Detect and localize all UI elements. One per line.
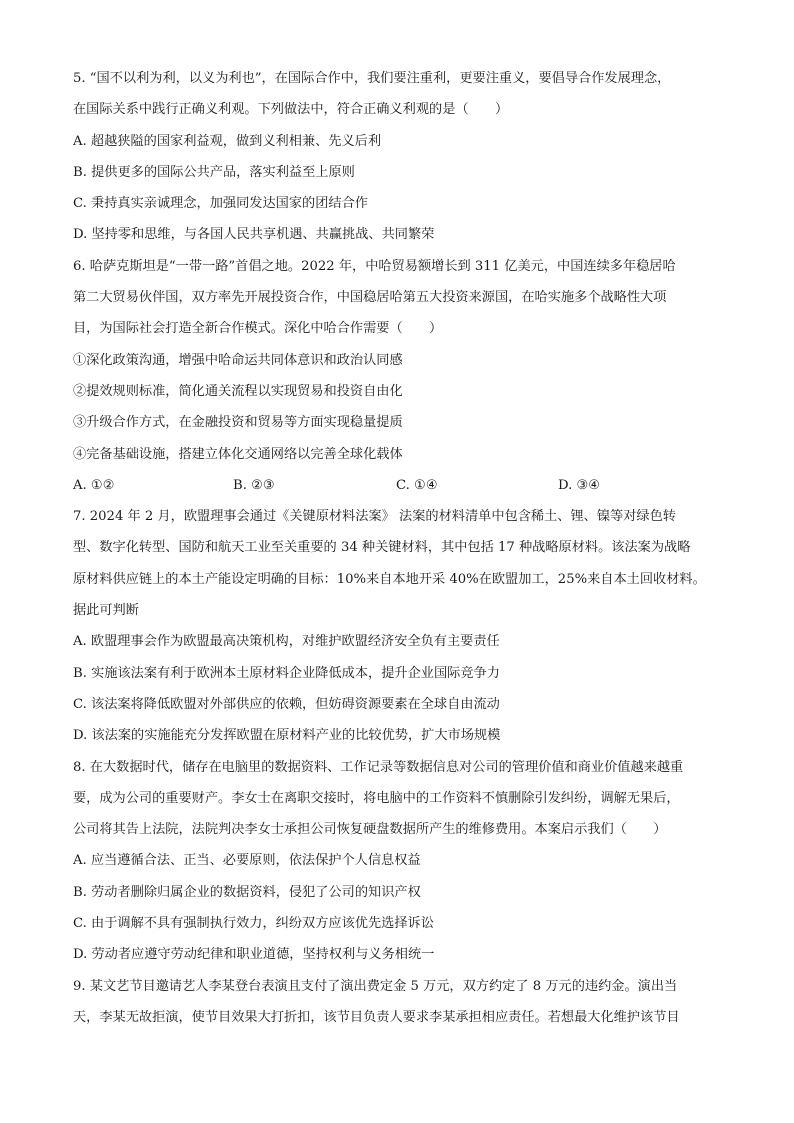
question-9 [73, 971, 728, 1034]
question-7-stem-line-4: 据此可判断 [73, 603, 139, 619]
exam-page [73, 63, 728, 1033]
question-8-option-a: A. 应当遵循合法、正当、必要原则，依法保护个人信息权益 [73, 853, 421, 869]
question-6-stem-line-2: 第二大贸易伙伴国，双方率先开展投资合作，中国稳居哈第五大投资来源国，在哈实施多个战略性大项 [73, 290, 667, 306]
question-9-stem-line-2: 天，李某无故拒演，使节目效果大打折扣，该节目负责人要求李某承担相应责任。若想最大化维护该节目 [73, 1009, 680, 1025]
question-5-option-b: B. 提供更多的国际公共产品，落实利益至上原则 [73, 164, 355, 180]
question-6-option-d: D. ③④ [558, 477, 601, 493]
question-7-option-c: C. 该法案将降低欧盟对外部供应的依赖，但妨碍资源要素在全球自由流动 [73, 696, 500, 712]
question-8-stem-line-3: 公司将其告上法院，法院判决李女士承担公司恢复硬盘数据所产生的维修费用。本案启示我们（ ） [73, 822, 667, 838]
question-5-option-a: A. 超越狭隘的国家利益观，做到义利相兼、先义后利 [73, 133, 382, 149]
question-6-stem-line-1: 6. 哈萨克斯坦是“一带一路”首倡之地。2022 年，中哈贸易额增长到 311 亿美元，中国连续多年稳居哈 [73, 258, 676, 274]
question-6-item-2: ②提效规则标准，简化通关流程以实现贸易和投资自由化 [73, 383, 403, 399]
question-8-option-d: D. 劳动者应遵守劳动纪律和职业道德，坚持权利与义务相统一 [73, 947, 435, 963]
question-8 [73, 752, 728, 971]
question-7-option-d: D. 该法案的实施能充分发挥欧盟在原材料产业的比较优势，扩大市场规模 [73, 728, 501, 744]
question-8-option-c: C. 由于调解不具有强制执行效力，纠纷双方应该优先选择诉讼 [73, 916, 434, 932]
question-5-stem-line-1: 5. “国不以利为利，以义为利也”，在国际合作中，我们要注重利，更要注重义，要倡导合作发展理念， [73, 71, 671, 86]
question-7-option-a: A. 欧盟理事会作为欧盟最高决策机构，对维护欧盟经济安全负有主要责任 [73, 634, 500, 650]
question-5-option-c: C. 秉持真实亲诚理念，加强同发达国家的团结合作 [73, 196, 368, 212]
question-8-option-b: B. 劳动者删除归属企业的数据资料，侵犯了公司的知识产权 [73, 884, 421, 900]
question-6-options-row [73, 470, 728, 501]
question-5-stem-line-2: 在国际关系中践行正确义利观。下列做法中，符合正确义利观的是（ ） [73, 102, 509, 118]
question-6-item-1: ①深化政策沟通，增强中哈命运共同体意识和政治认同感 [73, 352, 403, 368]
question-5 [73, 63, 728, 251]
question-6-option-b: B. ②③ [233, 477, 275, 493]
question-8-stem-line-1: 8. 在大数据时代，储存在电脑里的数据资料、工作记录等数据信息对公司的管理价值和商业价值越来越重 [73, 759, 684, 775]
question-6-item-4: ④完备基础设施，搭建立体化交通网络以完善全球化载体 [73, 446, 403, 462]
question-7-option-b: B. 实施该法案有利于欧洲本土原材料企业降低成本，提升企业国际竞争力 [73, 665, 500, 681]
question-9-stem-line-1: 9. 某文艺节目邀请艺人李某登台表演且支付了演出费定金 5 万元，双方约定了 8 万元的违约金。演出当 [73, 978, 678, 994]
question-6 [73, 251, 728, 501]
question-6-option-a: A. ①② [73, 477, 115, 493]
question-8-stem-line-2: 要，成为公司的重要财产。李女士在离职交接时，将电脑中的工作资料不慎删除引发纠纷，调解无果后， [73, 790, 680, 806]
question-7-stem-line-1: 7. 2024 年 2 月，欧盟理事会通过《关键原材料法案》 法案的材料清单中包含稀土、锂、镍等对绿色转 [73, 509, 676, 525]
question-7-stem-line-3: 原材料供应链上的本土产能设定明确的目标：10%来自本地开采 40%在欧盟加工，25%来自本土回收材料。 [73, 571, 706, 587]
question-6-item-3: ③升级合作方式，在金融投资和贸易等方面实现稳量提质 [73, 415, 403, 431]
question-6-option-c: C. ①④ [396, 477, 438, 493]
question-5-option-d: D. 坚持零和思维，与各国人民共享机遇、共赢挑战、共同繁荣 [73, 227, 435, 243]
question-7-stem-line-2: 型、数字化转型、国防和航天工业至关重要的 34 种关键材料，其中包括 17 种战略原材料。该法案为战略 [73, 540, 691, 556]
question-6-stem-line-3: 目，为国际社会打造全新合作模式。深化中哈合作需要（ ） [73, 321, 443, 337]
question-7 [73, 501, 728, 751]
